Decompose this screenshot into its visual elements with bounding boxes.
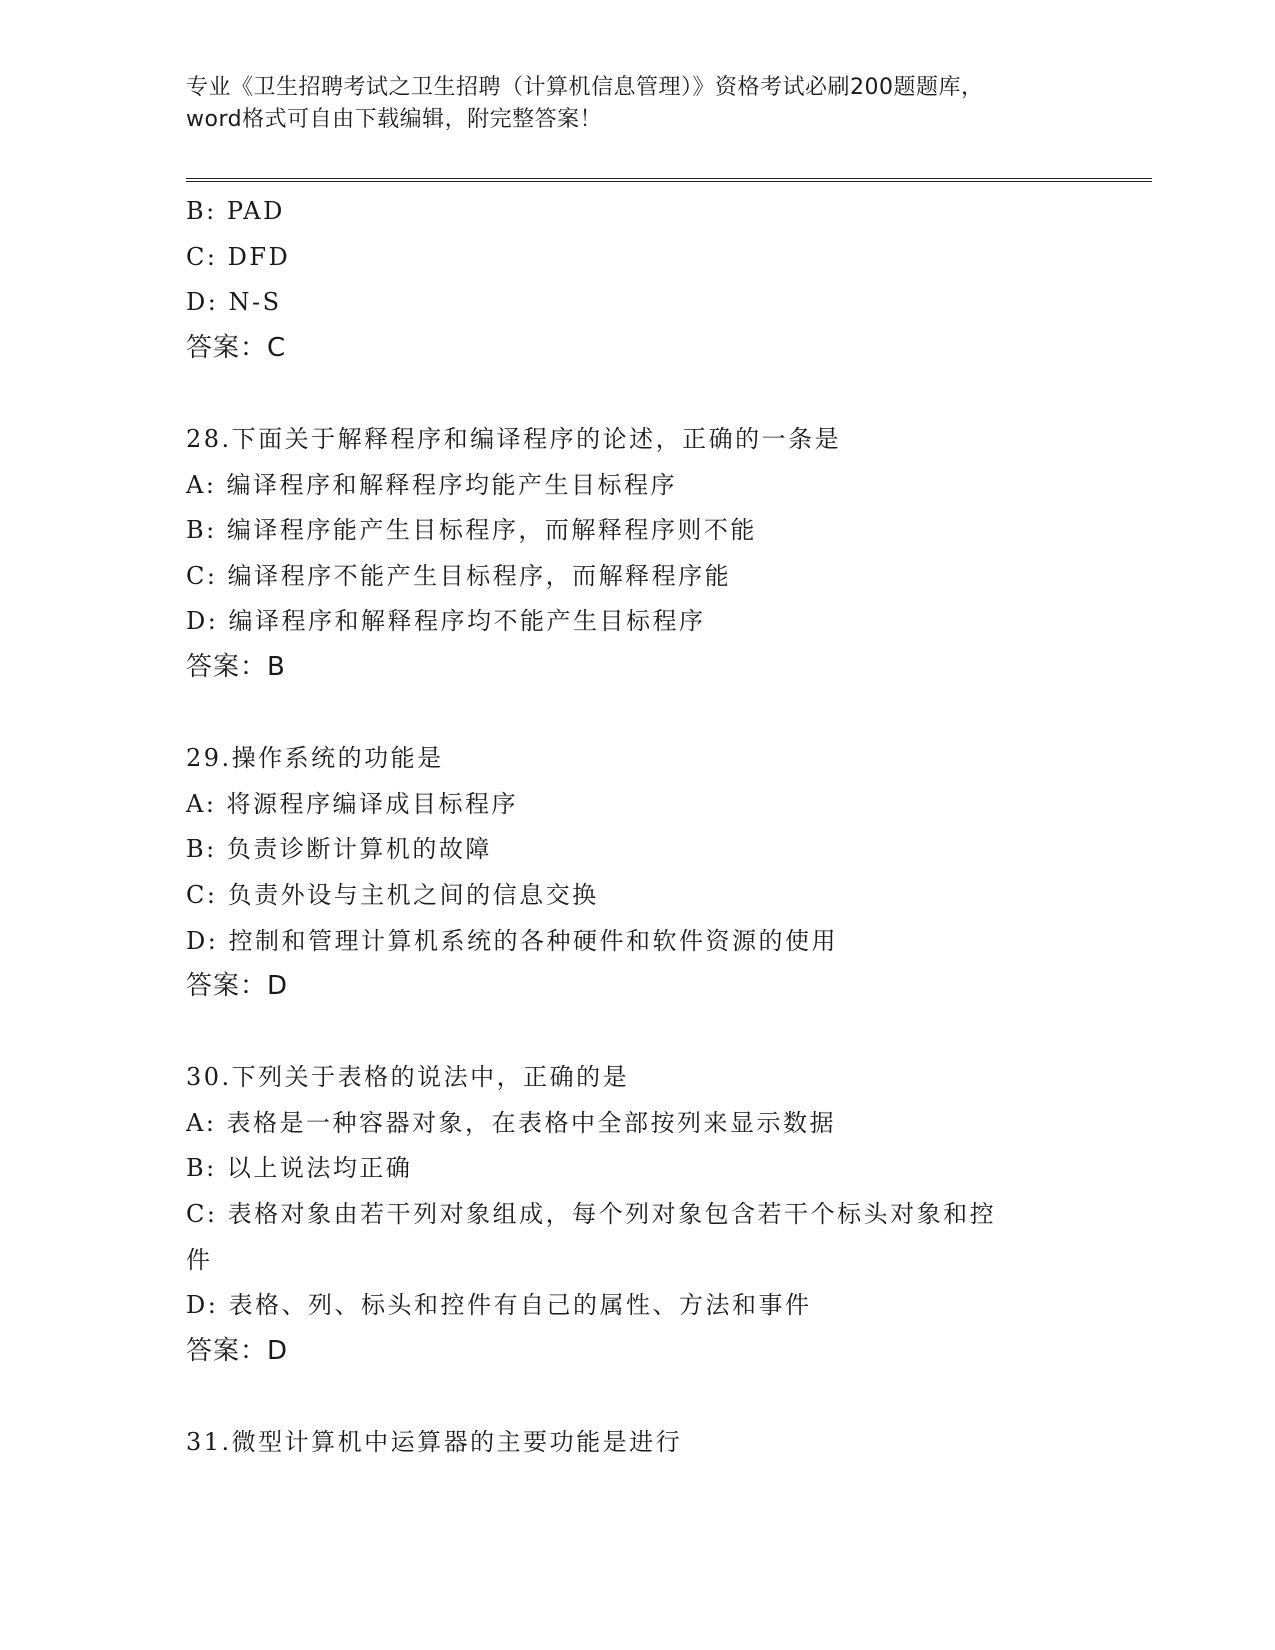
option-d: D: 表格、列、标头和控件有自己的属性、方法和事件 xyxy=(186,1291,812,1320)
option-c-line-2: 件 xyxy=(186,1245,213,1274)
question-text: 30.下列关于表格的说法中，正确的是 xyxy=(186,1063,630,1092)
option-c: C: 负责外设与主机之间的信息交换 xyxy=(186,880,599,909)
answer-label: 答案：B xyxy=(186,651,286,682)
answer-label: 答案：C xyxy=(186,332,287,363)
option-c: C: 编译程序不能产生目标程序，而解释程序能 xyxy=(186,561,732,590)
header-line-1: 专业《卫生招聘考试之卫生招聘（计算机信息管理）》资格考试必刷200题题库， xyxy=(186,75,984,100)
question-31 xyxy=(186,1420,1086,1466)
question-30 xyxy=(186,1055,1086,1374)
spacer xyxy=(186,691,1086,737)
header-line-2: word格式可自由下载编辑，附完整答案！ xyxy=(186,107,603,132)
option-d: D: 编译程序和解释程序均不能产生目标程序 xyxy=(186,607,706,636)
question-text: 31.微型计算机中运算器的主要功能是进行 xyxy=(186,1428,683,1457)
question-29 xyxy=(186,736,1086,1010)
document-header xyxy=(186,72,1086,136)
spacer xyxy=(186,1374,1086,1420)
option-c: C: DFD xyxy=(186,242,291,271)
question-text: 29.操作系统的功能是 xyxy=(186,744,444,773)
question-27-tail xyxy=(186,189,1086,371)
spacer xyxy=(186,1010,1086,1056)
option-b: B: 以上说法均正确 xyxy=(186,1154,413,1183)
option-d: D: 控制和管理计算机系统的各种硬件和软件资源的使用 xyxy=(186,926,838,955)
option-c-line-1: C: 表格对象由若干列对象组成，每个列对象包含若干个标头对象和控 xyxy=(186,1200,997,1229)
option-b: B: 编译程序能产生目标程序，而解释程序则不能 xyxy=(186,516,757,545)
option-a: A: 表格是一种容器对象，在表格中全部按列来显示数据 xyxy=(186,1108,837,1137)
answer-label: 答案：D xyxy=(186,1335,289,1366)
question-text: 28.下面关于解释程序和编译程序的论述，正确的一条是 xyxy=(186,424,842,453)
option-a: A: 编译程序和解释程序均能产生目标程序 xyxy=(186,470,678,499)
spacer xyxy=(186,371,1086,417)
question-list xyxy=(186,189,1086,1466)
option-b: B: PAD xyxy=(186,197,285,225)
option-a: A: 将源程序编译成目标程序 xyxy=(186,789,519,818)
option-b: B: 负责诊断计算机的故障 xyxy=(186,835,492,864)
option-d: D: N-S xyxy=(186,288,282,317)
header-divider xyxy=(186,178,1152,182)
question-28 xyxy=(186,417,1086,691)
answer-label: 答案：D xyxy=(186,971,289,1002)
